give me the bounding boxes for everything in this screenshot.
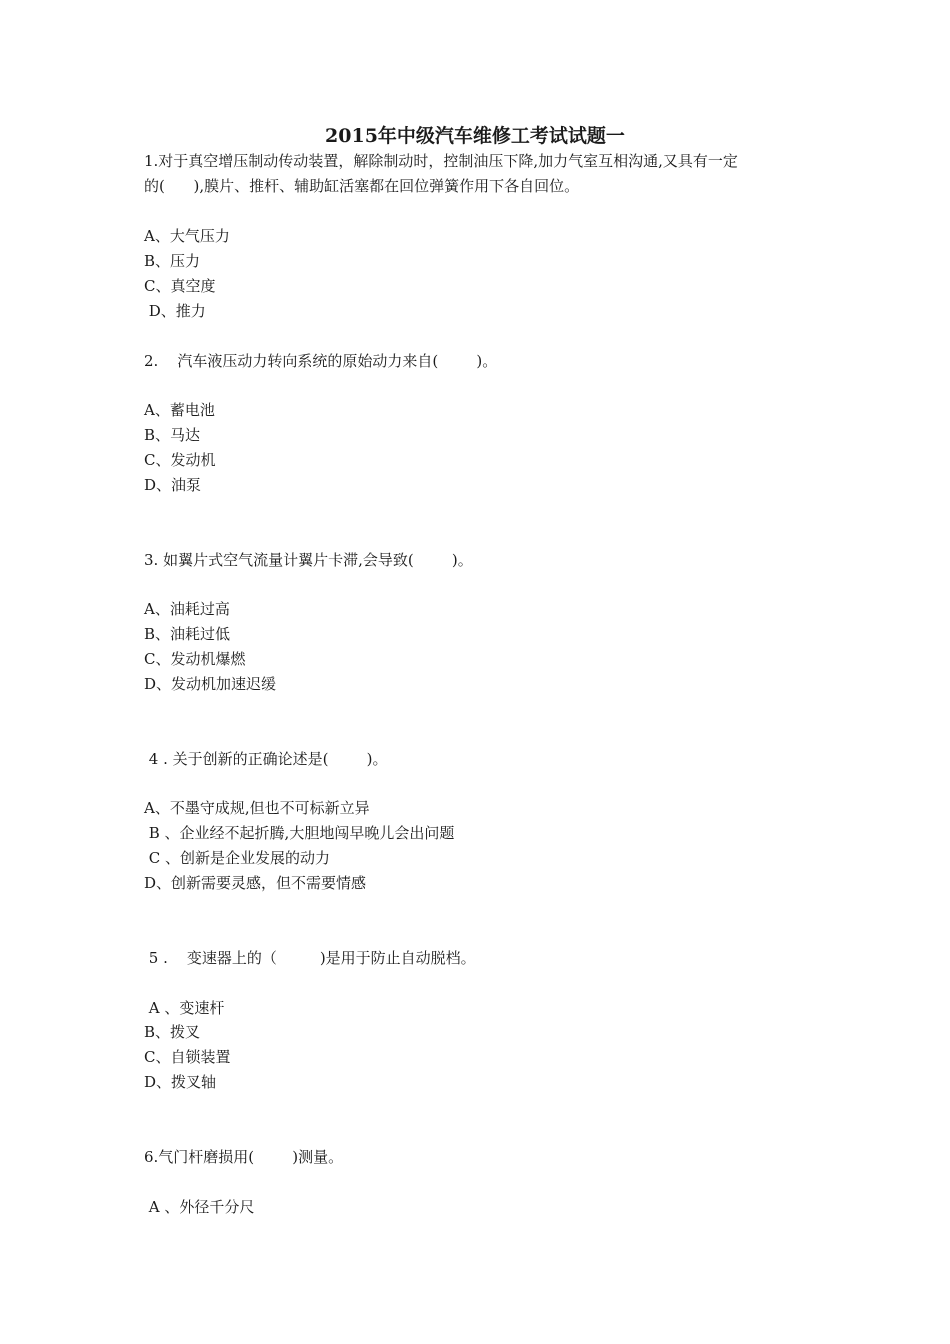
question-1-stem-line-2: 的( ),膜片、推杆、辅助缸活塞都在回位弹簧作用下各自回位。 [144, 177, 580, 195]
question-5-option-d: D、拨叉轴 [144, 1073, 217, 1091]
question-1-option-d: D、推力 [144, 302, 206, 320]
question-4-option-b: B 、企业经不起折腾,大胆地闯早晚儿会出问题 [144, 824, 455, 842]
question-2-option-a: A、蓄电池 [144, 401, 215, 419]
question-2-option-b: B、马达 [144, 426, 201, 444]
question-3-option-b: B、油耗过低 [144, 625, 231, 643]
question-5-option-c: C、自锁装置 [144, 1048, 231, 1066]
question-4-stem: 4 . 关于创新的正确论述是( )。 [144, 750, 388, 768]
question-6-option-a: A 、外径千分尺 [144, 1198, 255, 1216]
question-5-stem: 5 . 变速器上的（ )是用于防止自动脱档。 [144, 949, 476, 967]
document-title: 2015年中级汽车维修工考试试题一 [325, 125, 625, 147]
question-3-stem: 3. 如翼片式空气流量计翼片卡滞,会导致( )。 [144, 551, 473, 569]
question-3-option-a: A、油耗过高 [144, 600, 230, 618]
question-4-option-a: A、不墨守成规,但也不可标新立异 [144, 799, 370, 817]
question-2-option-d: D、油泵 [144, 476, 202, 494]
question-6-stem: 6.气门杆磨损用( )测量。 [144, 1148, 344, 1166]
question-1-option-b: B、压力 [144, 252, 201, 270]
question-4-option-c: C 、创新是企业发展的动力 [144, 849, 331, 867]
question-4-option-d: D、创新需要灵感，但不需要情感 [144, 874, 367, 892]
question-5-option-b: B、拨叉 [144, 1023, 201, 1041]
question-1-option-c: C、真空度 [144, 277, 216, 295]
question-1-option-a: A、大气压力 [144, 227, 230, 245]
question-3-option-c: C、发动机爆燃 [144, 650, 246, 668]
question-1-stem-line-1: 1.对于真空增压制动传动装置，解除制动时，控制油压下降,加力气室互相沟通,又具有一定 [144, 152, 738, 170]
question-2-stem: 2. 汽车液压动力转向系统的原始动力来自( )。 [144, 352, 498, 370]
question-3-option-d: D、发动机加速迟缓 [144, 675, 277, 693]
question-2-option-c: C、发动机 [144, 451, 216, 469]
question-5-option-a: A 、变速杆 [144, 999, 225, 1017]
